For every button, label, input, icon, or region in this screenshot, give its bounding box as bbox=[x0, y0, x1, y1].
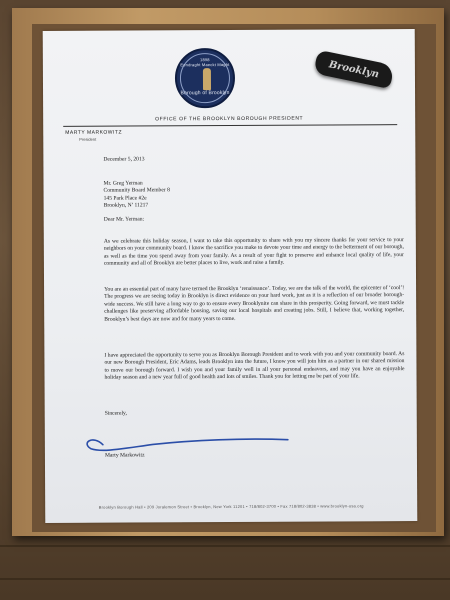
closing: Sincerely, bbox=[104, 410, 127, 417]
seal-figure bbox=[203, 68, 211, 90]
signature bbox=[63, 424, 293, 455]
pin-text: Brooklyn bbox=[327, 58, 380, 80]
recipient-address bbox=[103, 180, 169, 210]
letter-footer: Brooklyn Borough Hall • 209 Joralemon Street • Brooklyn, New York 11201 • 718/802-3700 • Fax 718/802-3838 • www.brooklyn-usa.org bbox=[98, 503, 364, 510]
sender-name: MARTY MARKOWITZ bbox=[65, 129, 123, 136]
letter-page bbox=[43, 29, 418, 523]
address-line: Mr. Greg Yerman bbox=[103, 180, 143, 187]
paragraph: As we celebrate this holiday season, I want to take this opportunity to share with you my sincere thanks for your service to your neighbors on your community board. I know the sacrifice you make to devote your time and energy to the betterment of our borough, as well as the time you spend away from your family. As a result of your fight to preserve and enhance local quality of life, your community and all of Brooklyn are better places to live, work and raise a family. bbox=[103, 237, 404, 267]
paragraph: You are an essential part of many have termed the Brooklyn ‘renaissance’. Today, we are the talk of the world, the epicenter of ‘cool’! The progress we are seeing today in Brooklyn is direct evidence on your hard work, just as it is a reflection of our broader borough-wide success. We still have a long way to go to ensure every Brooklynite can share in this prosperity. Going forward, we must tackle challenges like preserving affordable housing, saving our local hospitals and creating jobs. Still, I believe that, working together, Brooklyn’s best days are now and for many years to come. bbox=[104, 285, 405, 323]
floor-plank-seam bbox=[0, 578, 450, 580]
brooklyn-pin bbox=[313, 50, 394, 89]
floor-plank-seam bbox=[0, 545, 450, 547]
sender-title: President bbox=[79, 136, 97, 142]
address-line: 145 Park Place #2e bbox=[103, 195, 147, 202]
letter-date: December 5, 2013 bbox=[103, 156, 145, 163]
address-line: Brooklyn, N’ 11217 bbox=[103, 202, 149, 209]
paragraph: I have appreciated the opportunity to serve you as Brooklyn Borough President and to work with you and your community board. As our new Borough President, Eric Adams, leads Brooklyn into the future, I know you will join him as a partner in our shared mission to move our borough forward. I wish you and your family well in all your personal endeavors, and may you have an enjoyable holiday season and a new year full of good health and lots of smiles. Thank you for letting me be part of your life. bbox=[104, 351, 405, 381]
seal-motto: Eendraght Maeckt Maght bbox=[180, 62, 230, 68]
seal-borough-name: Borough of Brooklyn bbox=[180, 89, 230, 97]
seal-year: 1898 bbox=[199, 57, 210, 63]
signer-name: Marty Markowitz bbox=[104, 452, 145, 459]
salutation: Dear Mr. Yerman: bbox=[103, 216, 145, 223]
office-title: OFFICE OF THE BROOKLYN BOROUGH PRESIDENT bbox=[155, 115, 304, 123]
borough-seal-icon bbox=[175, 48, 235, 108]
address-line: Community Board Member 8 bbox=[103, 187, 170, 195]
letterhead-rule bbox=[63, 124, 397, 127]
